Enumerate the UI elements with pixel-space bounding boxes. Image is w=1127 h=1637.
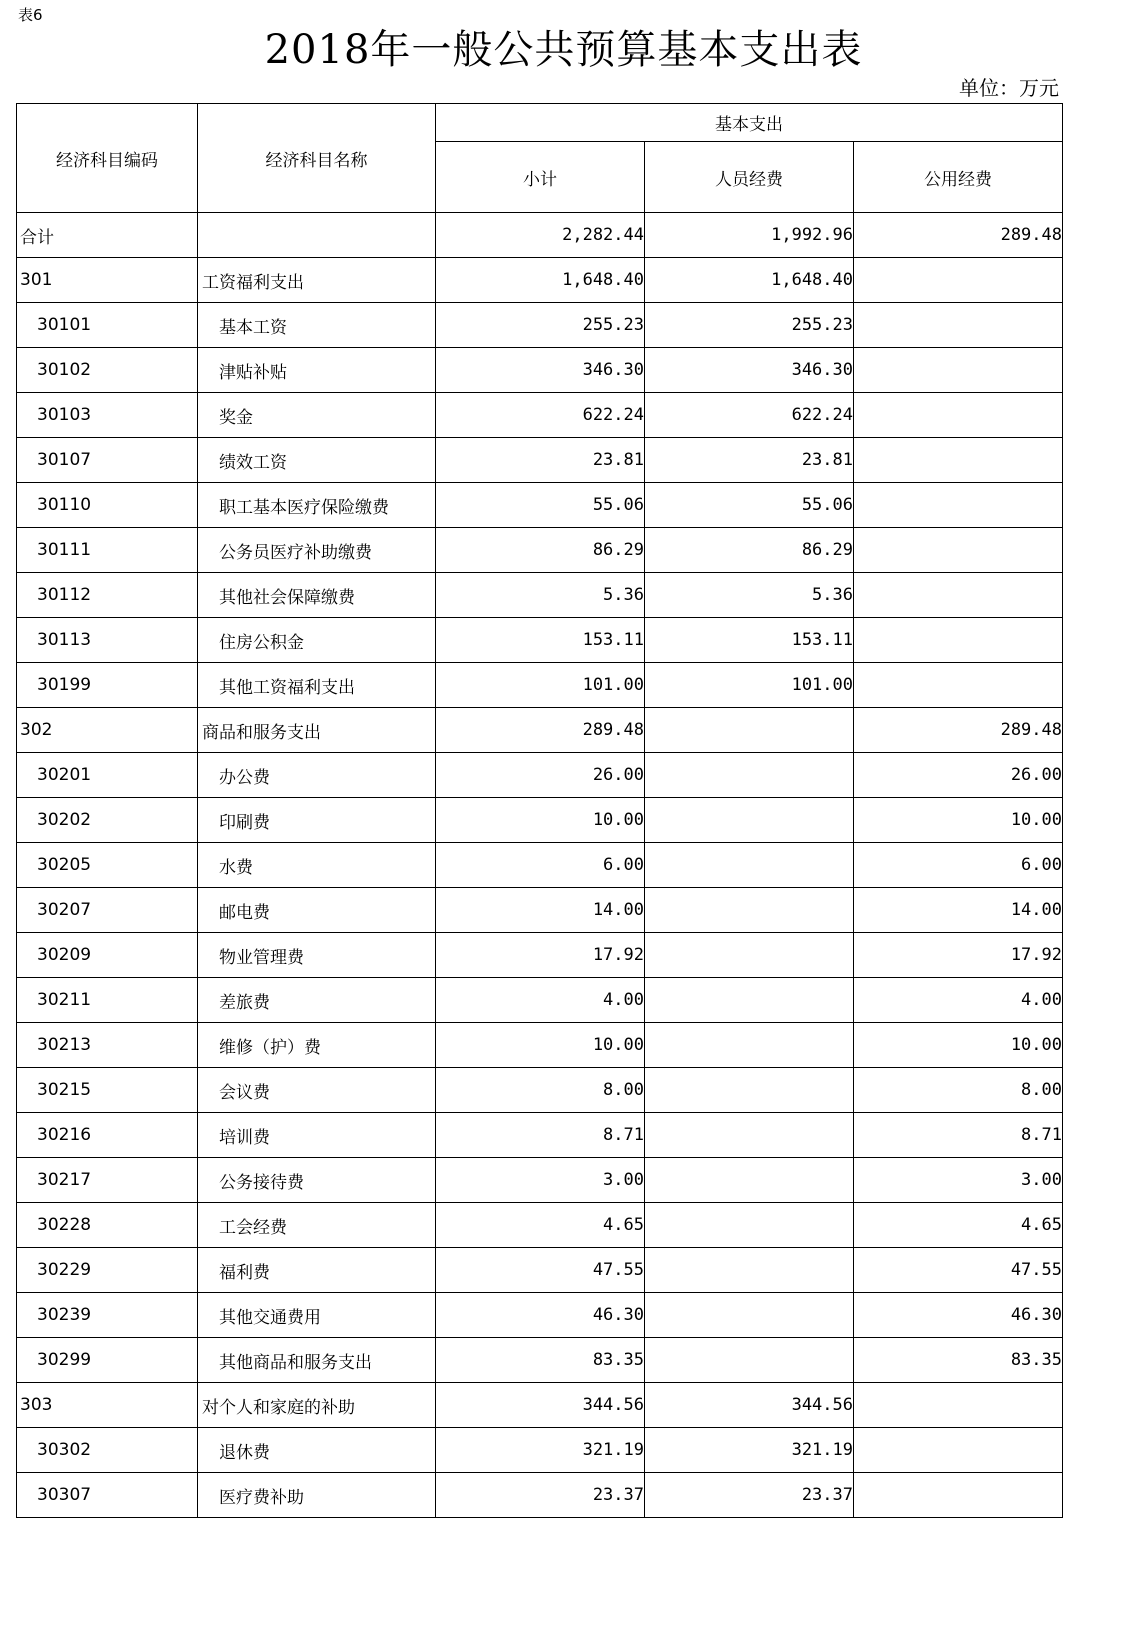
cell-subtotal: 3.00 bbox=[436, 1158, 645, 1203]
cell-public bbox=[854, 303, 1063, 348]
cell-subtotal: 26.00 bbox=[436, 753, 645, 798]
table-row bbox=[17, 1158, 1063, 1203]
cell-name: 对个人和家庭的补助 bbox=[198, 1383, 436, 1428]
cell-public bbox=[854, 1473, 1063, 1518]
cell-subtotal: 83.35 bbox=[436, 1338, 645, 1383]
cell-subtotal: 344.56 bbox=[436, 1383, 645, 1428]
cell-subtotal: 4.00 bbox=[436, 978, 645, 1023]
cell-personnel: 5.36 bbox=[645, 573, 854, 618]
cell-personnel: 1,648.40 bbox=[645, 258, 854, 303]
cell-code: 30216 bbox=[17, 1113, 198, 1158]
table-header bbox=[17, 104, 1063, 213]
cell-subtotal: 1,648.40 bbox=[436, 258, 645, 303]
cell-name: 绩效工资 bbox=[198, 438, 436, 483]
cell-public: 83.35 bbox=[854, 1338, 1063, 1383]
table-row bbox=[17, 663, 1063, 708]
cell-personnel bbox=[645, 978, 854, 1023]
table-row bbox=[17, 348, 1063, 393]
cell-code: 30112 bbox=[17, 573, 198, 618]
table-row bbox=[17, 1293, 1063, 1338]
table-row bbox=[17, 708, 1063, 753]
cell-code: 30205 bbox=[17, 843, 198, 888]
cell-subtotal: 4.65 bbox=[436, 1203, 645, 1248]
cell-personnel bbox=[645, 1293, 854, 1338]
page-title: 2018年一般公共预算基本支出表 bbox=[264, 27, 863, 73]
cell-code: 30217 bbox=[17, 1158, 198, 1203]
header-subtotal: 小计 bbox=[436, 142, 645, 213]
cell-name: 商品和服务支出 bbox=[198, 708, 436, 753]
cell-subtotal: 17.92 bbox=[436, 933, 645, 978]
cell-subtotal: 8.71 bbox=[436, 1113, 645, 1158]
table-row bbox=[17, 213, 1063, 258]
cell-name: 其他商品和服务支出 bbox=[198, 1338, 436, 1383]
cell-subtotal: 101.00 bbox=[436, 663, 645, 708]
table-row bbox=[17, 438, 1063, 483]
cell-name: 工资福利支出 bbox=[198, 258, 436, 303]
cell-name: 其他交通费用 bbox=[198, 1293, 436, 1338]
cell-public bbox=[854, 528, 1063, 573]
cell-code: 30113 bbox=[17, 618, 198, 663]
cell-name bbox=[198, 213, 436, 258]
cell-personnel bbox=[645, 753, 854, 798]
cell-name: 津贴补贴 bbox=[198, 348, 436, 393]
cell-code: 30239 bbox=[17, 1293, 198, 1338]
table-row bbox=[17, 933, 1063, 978]
cell-personnel bbox=[645, 1203, 854, 1248]
cell-public bbox=[854, 348, 1063, 393]
cell-code: 30215 bbox=[17, 1068, 198, 1113]
budget-table bbox=[16, 103, 1063, 1518]
table-row bbox=[17, 1203, 1063, 1248]
cell-personnel bbox=[645, 1023, 854, 1068]
table-row bbox=[17, 843, 1063, 888]
cell-personnel: 55.06 bbox=[645, 483, 854, 528]
header-personnel: 人员经费 bbox=[645, 142, 854, 213]
cell-personnel: 346.30 bbox=[645, 348, 854, 393]
cell-subtotal: 622.24 bbox=[436, 393, 645, 438]
cell-public: 17.92 bbox=[854, 933, 1063, 978]
cell-public: 8.00 bbox=[854, 1068, 1063, 1113]
cell-name: 住房公积金 bbox=[198, 618, 436, 663]
cell-name: 福利费 bbox=[198, 1248, 436, 1293]
table-row bbox=[17, 1428, 1063, 1473]
table-row bbox=[17, 888, 1063, 933]
cell-code: 30213 bbox=[17, 1023, 198, 1068]
cell-subtotal: 321.19 bbox=[436, 1428, 645, 1473]
cell-personnel: 86.29 bbox=[645, 528, 854, 573]
cell-name: 办公费 bbox=[198, 753, 436, 798]
cell-public: 46.30 bbox=[854, 1293, 1063, 1338]
cell-personnel bbox=[645, 1248, 854, 1293]
cell-code: 30103 bbox=[17, 393, 198, 438]
header-code: 经济科目编码 bbox=[17, 104, 198, 213]
cell-code: 合计 bbox=[17, 213, 198, 258]
cell-subtotal: 346.30 bbox=[436, 348, 645, 393]
cell-personnel: 622.24 bbox=[645, 393, 854, 438]
table-row bbox=[17, 303, 1063, 348]
cell-public bbox=[854, 438, 1063, 483]
cell-name: 工会经费 bbox=[198, 1203, 436, 1248]
cell-personnel: 153.11 bbox=[645, 618, 854, 663]
cell-public bbox=[854, 483, 1063, 528]
cell-code: 30199 bbox=[17, 663, 198, 708]
cell-public bbox=[854, 258, 1063, 303]
cell-subtotal: 2,282.44 bbox=[436, 213, 645, 258]
cell-code: 301 bbox=[17, 258, 198, 303]
cell-public bbox=[854, 618, 1063, 663]
cell-subtotal: 23.81 bbox=[436, 438, 645, 483]
cell-code: 30102 bbox=[17, 348, 198, 393]
cell-name: 其他工资福利支出 bbox=[198, 663, 436, 708]
cell-code: 30307 bbox=[17, 1473, 198, 1518]
cell-public: 10.00 bbox=[854, 1023, 1063, 1068]
cell-code: 30201 bbox=[17, 753, 198, 798]
table-row bbox=[17, 978, 1063, 1023]
cell-code: 30202 bbox=[17, 798, 198, 843]
cell-subtotal: 23.37 bbox=[436, 1473, 645, 1518]
cell-public: 3.00 bbox=[854, 1158, 1063, 1203]
cell-name: 维修（护）费 bbox=[198, 1023, 436, 1068]
cell-public bbox=[854, 1383, 1063, 1428]
cell-name: 基本工资 bbox=[198, 303, 436, 348]
cell-code: 30228 bbox=[17, 1203, 198, 1248]
cell-name: 医疗费补助 bbox=[198, 1473, 436, 1518]
cell-name: 物业管理费 bbox=[198, 933, 436, 978]
cell-name: 邮电费 bbox=[198, 888, 436, 933]
cell-personnel bbox=[645, 843, 854, 888]
table-body bbox=[17, 213, 1063, 1518]
cell-public: 26.00 bbox=[854, 753, 1063, 798]
cell-name: 培训费 bbox=[198, 1113, 436, 1158]
cell-personnel bbox=[645, 1338, 854, 1383]
cell-personnel: 344.56 bbox=[645, 1383, 854, 1428]
cell-personnel: 1,992.96 bbox=[645, 213, 854, 258]
cell-personnel bbox=[645, 1158, 854, 1203]
header-basic-expenditure: 基本支出 bbox=[436, 104, 1063, 142]
cell-name: 退休费 bbox=[198, 1428, 436, 1473]
cell-code: 30209 bbox=[17, 933, 198, 978]
table-row bbox=[17, 1023, 1063, 1068]
cell-code: 30107 bbox=[17, 438, 198, 483]
cell-name: 水费 bbox=[198, 843, 436, 888]
cell-subtotal: 14.00 bbox=[436, 888, 645, 933]
cell-code: 30207 bbox=[17, 888, 198, 933]
cell-public: 47.55 bbox=[854, 1248, 1063, 1293]
cell-subtotal: 289.48 bbox=[436, 708, 645, 753]
cell-subtotal: 5.36 bbox=[436, 573, 645, 618]
cell-personnel bbox=[645, 708, 854, 753]
cell-code: 302 bbox=[17, 708, 198, 753]
cell-code: 303 bbox=[17, 1383, 198, 1428]
cell-code: 30101 bbox=[17, 303, 198, 348]
cell-public: 14.00 bbox=[854, 888, 1063, 933]
cell-personnel: 101.00 bbox=[645, 663, 854, 708]
cell-subtotal: 46.30 bbox=[436, 1293, 645, 1338]
table-row bbox=[17, 258, 1063, 303]
table-row bbox=[17, 1248, 1063, 1293]
table-row bbox=[17, 1068, 1063, 1113]
cell-public: 10.00 bbox=[854, 798, 1063, 843]
cell-public bbox=[854, 663, 1063, 708]
header-name: 经济科目名称 bbox=[198, 104, 436, 213]
cell-public: 4.65 bbox=[854, 1203, 1063, 1248]
cell-public bbox=[854, 393, 1063, 438]
cell-personnel: 255.23 bbox=[645, 303, 854, 348]
cell-subtotal: 8.00 bbox=[436, 1068, 645, 1113]
cell-name: 公务员医疗补助缴费 bbox=[198, 528, 436, 573]
table-row bbox=[17, 618, 1063, 663]
cell-subtotal: 55.06 bbox=[436, 483, 645, 528]
cell-code: 30302 bbox=[17, 1428, 198, 1473]
table-row bbox=[17, 528, 1063, 573]
table-row bbox=[17, 1473, 1063, 1518]
cell-personnel bbox=[645, 798, 854, 843]
cell-personnel bbox=[645, 1113, 854, 1158]
cell-public bbox=[854, 573, 1063, 618]
cell-subtotal: 255.23 bbox=[436, 303, 645, 348]
table-row bbox=[17, 798, 1063, 843]
cell-name: 其他社会保障缴费 bbox=[198, 573, 436, 618]
cell-subtotal: 10.00 bbox=[436, 798, 645, 843]
cell-name: 奖金 bbox=[198, 393, 436, 438]
table-number: 表6 bbox=[18, 6, 43, 24]
cell-code: 30211 bbox=[17, 978, 198, 1023]
table-row bbox=[17, 1113, 1063, 1158]
cell-personnel: 23.37 bbox=[645, 1473, 854, 1518]
cell-name: 公务接待费 bbox=[198, 1158, 436, 1203]
cell-subtotal: 153.11 bbox=[436, 618, 645, 663]
cell-name: 印刷费 bbox=[198, 798, 436, 843]
cell-personnel: 321.19 bbox=[645, 1428, 854, 1473]
cell-personnel bbox=[645, 888, 854, 933]
header-public: 公用经费 bbox=[854, 142, 1063, 213]
table-row bbox=[17, 573, 1063, 618]
cell-name: 职工基本医疗保险缴费 bbox=[198, 483, 436, 528]
cell-code: 30299 bbox=[17, 1338, 198, 1383]
cell-public: 8.71 bbox=[854, 1113, 1063, 1158]
cell-personnel bbox=[645, 1068, 854, 1113]
cell-code: 30110 bbox=[17, 483, 198, 528]
cell-public bbox=[854, 1428, 1063, 1473]
cell-subtotal: 6.00 bbox=[436, 843, 645, 888]
cell-personnel bbox=[645, 933, 854, 978]
cell-code: 30229 bbox=[17, 1248, 198, 1293]
table-row bbox=[17, 753, 1063, 798]
cell-subtotal: 86.29 bbox=[436, 528, 645, 573]
cell-public: 289.48 bbox=[854, 708, 1063, 753]
table-row bbox=[17, 393, 1063, 438]
unit-label: 单位：万元 bbox=[959, 76, 1059, 100]
cell-public: 4.00 bbox=[854, 978, 1063, 1023]
cell-subtotal: 10.00 bbox=[436, 1023, 645, 1068]
table-row bbox=[17, 1383, 1063, 1428]
cell-public: 289.48 bbox=[854, 213, 1063, 258]
cell-public: 6.00 bbox=[854, 843, 1063, 888]
cell-personnel: 23.81 bbox=[645, 438, 854, 483]
cell-code: 30111 bbox=[17, 528, 198, 573]
table-row bbox=[17, 483, 1063, 528]
cell-name: 差旅费 bbox=[198, 978, 436, 1023]
cell-subtotal: 47.55 bbox=[436, 1248, 645, 1293]
table-row bbox=[17, 1338, 1063, 1383]
cell-name: 会议费 bbox=[198, 1068, 436, 1113]
